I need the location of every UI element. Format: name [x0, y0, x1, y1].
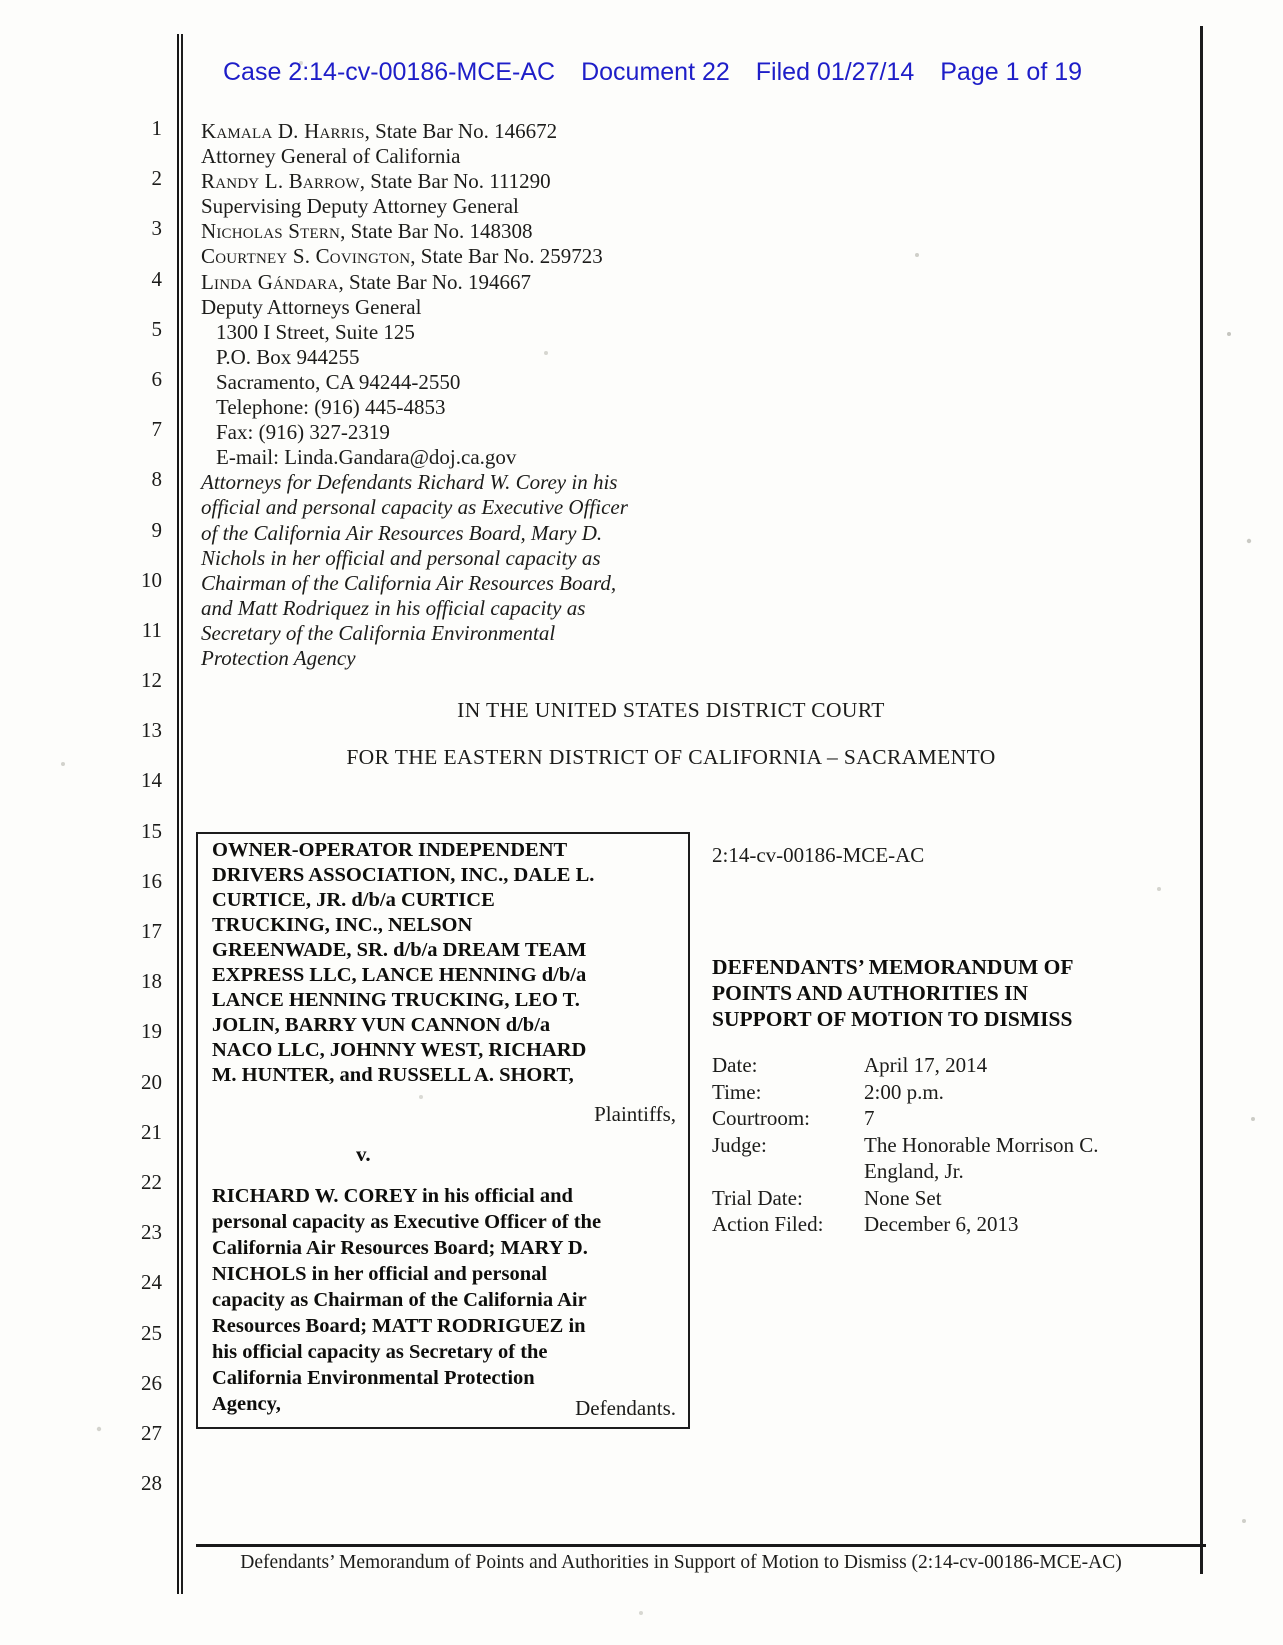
defendants-label: Defendants. — [575, 1396, 676, 1420]
attorney-bar-number: , State Bar No. 148308 — [340, 219, 533, 244]
line-number: 15 — [141, 818, 162, 843]
counsel-role-line: Nichols in her official and personal capacity as — [201, 545, 601, 570]
line-number: 3 — [151, 216, 162, 241]
line-number: 27 — [141, 1420, 162, 1445]
line-number: 18 — [141, 969, 162, 994]
detail-value: The Honorable Morrison C. — [864, 1132, 1099, 1157]
detail-row — [712, 1185, 1192, 1212]
plaintiff-line: GREENWADE, SR. d/b/a DREAM TEAM — [212, 939, 587, 961]
defendant-line: Resources Board; MATT RODRIGUEZ in — [212, 1315, 586, 1337]
left-margin-rule — [177, 34, 183, 1594]
counsel-role-line: Secretary of the California Environmental — [201, 620, 556, 645]
scan-noise — [0, 0, 2, 2]
court-title-line2: FOR THE EASTERN DISTRICT OF CALIFORNIA – SACRAMENTO — [346, 745, 996, 769]
ecf-case-number: Case 2:14-cv-00186-MCE-AC — [223, 58, 556, 86]
counsel-role-line: Attorneys for Defendants Richard W. Corey in his — [201, 470, 618, 495]
detail-label: Time: — [712, 1079, 762, 1104]
attorney-bar-number: , State Bar No. 194667 — [338, 269, 531, 294]
attorney-name: Randy L. Barrow — [201, 169, 360, 194]
line-number: 6 — [151, 366, 162, 391]
attorney-name: Linda Gándara — [201, 269, 339, 294]
attorney-title-line — [201, 194, 791, 219]
line-number: 24 — [141, 1270, 162, 1295]
detail-row — [712, 1132, 1192, 1159]
detail-value: 7 — [864, 1106, 875, 1130]
plaintiffs-block — [212, 838, 680, 1088]
counsel-role-line: and Matt Rodriquez in his official capacity as — [201, 595, 586, 620]
plaintiff-line: JOLIN, BARRY VUN CANNON d/b/a — [212, 1014, 551, 1036]
detail-label: Trial Date: — [712, 1185, 803, 1210]
line-number: 21 — [141, 1119, 162, 1144]
counsel-role-line: Protection Agency — [201, 645, 356, 670]
attorney-title: Deputy Attorneys General — [201, 294, 422, 319]
line-number: 23 — [141, 1220, 162, 1245]
document-title-line: POINTS AND AUTHORITIES IN — [712, 981, 1029, 1005]
attorney-bar-number: , State Bar No. 259723 — [410, 244, 603, 269]
attorney-name: Nicholas Stern — [201, 219, 341, 244]
document-title-line: DEFENDANTS’ MEMORANDUM OF — [712, 955, 1074, 979]
detail-value: England, Jr. — [864, 1159, 964, 1183]
line-number: 9 — [151, 517, 162, 542]
telephone: Telephone: (916) 445-4853 — [216, 395, 446, 420]
ecf-filed-date: Filed 01/27/14 — [755, 58, 915, 86]
plaintiff-line: NACO LLC, JOHNNY WEST, RICHARD — [212, 1039, 587, 1061]
detail-label: Date: — [712, 1053, 758, 1077]
line-number: 19 — [141, 1019, 162, 1044]
attorney-line — [201, 244, 791, 269]
attorney-title: Attorney General of California — [201, 144, 461, 169]
line-number: 17 — [141, 919, 162, 943]
ecf-stamp — [223, 58, 1082, 87]
email: E-mail: Linda.Gandara@doj.ca.gov — [216, 445, 517, 470]
defendant-line: NICHOLS in her official and personal — [212, 1263, 548, 1285]
counsel-role-line: of the California Air Resources Board, Mary D. — [201, 520, 603, 545]
defendant-line: RICHARD W. COREY in his official and — [212, 1185, 573, 1207]
line-number: 8 — [151, 467, 162, 492]
fax-line — [201, 420, 791, 445]
line-number: 25 — [141, 1320, 162, 1345]
detail-label: Judge: — [712, 1132, 767, 1157]
detail-row — [712, 1052, 1192, 1079]
versus-label: v. — [356, 1142, 371, 1166]
line-number: 26 — [141, 1370, 162, 1395]
case-number: 2:14-cv-00186-MCE-AC — [712, 843, 925, 867]
fax: Fax: (916) 327-2319 — [216, 420, 390, 445]
line-number: 22 — [141, 1169, 162, 1194]
plaintiff-line: OWNER-OPERATOR INDEPENDENT — [212, 839, 568, 861]
email-line — [201, 445, 791, 470]
document-title — [712, 954, 1074, 1032]
address-line — [201, 345, 791, 370]
attorney-line — [201, 270, 791, 295]
footer-rule — [196, 1544, 1206, 1547]
attorney-title-line — [201, 295, 791, 320]
attorney-name: Courtney S. Covington — [201, 244, 411, 269]
attorney-line — [201, 119, 791, 144]
detail-label: Action Filed: — [712, 1212, 824, 1236]
ecf-page-number: Page 1 of 19 — [940, 58, 1083, 86]
phone-line — [201, 395, 791, 420]
detail-row — [712, 1211, 1192, 1238]
detail-row — [712, 1079, 1192, 1106]
plaintiff-line: DRIVERS ASSOCIATION, INC., DALE L. — [212, 864, 595, 886]
defendant-line: California Environmental Protection — [212, 1367, 535, 1389]
line-number: 11 — [141, 617, 162, 642]
plaintiff-line: LANCE HENNING TRUCKING, LEO T. — [212, 989, 580, 1011]
attorney-bar-number: , State Bar No. 111290 — [359, 169, 551, 194]
city-state-zip: Sacramento, CA 94244-2550 — [216, 369, 461, 394]
defendant-line: capacity as Chairman of the California Air — [212, 1289, 587, 1311]
line-number: 12 — [141, 668, 162, 693]
defendant-line: Agency, — [212, 1393, 281, 1415]
attorney-title-line — [201, 144, 791, 169]
line-number: 20 — [141, 1069, 162, 1094]
ecf-document-number: Document 22 — [581, 58, 730, 86]
detail-value: December 6, 2013 — [864, 1212, 1019, 1236]
detail-value: April 17, 2014 — [864, 1053, 988, 1077]
line-number-column — [112, 116, 162, 1521]
counsel-role-line: official and personal capacity as Executive Officer — [201, 495, 628, 520]
document-title-line: SUPPORT OF MOTION TO DISMISS — [712, 1007, 1073, 1031]
defendant-line: California Air Resources Board; MARY D. — [212, 1237, 588, 1259]
detail-value: 2:00 p.m. — [864, 1079, 944, 1104]
detail-row — [712, 1105, 1192, 1132]
attorney-title: Supervising Deputy Attorney General — [201, 194, 519, 219]
line-number: 16 — [141, 868, 162, 893]
line-number: 1 — [151, 116, 162, 140]
detail-value: None Set — [864, 1185, 942, 1210]
plaintiff-line: M. HUNTER, and RUSSELL A. SHORT, — [212, 1064, 574, 1086]
court-title-line1: IN THE UNITED STATES DISTRICT COURT — [457, 698, 885, 722]
po-box: P.O. Box 944255 — [216, 344, 360, 369]
attorney-name: Kamala D. Harris — [201, 119, 365, 143]
detail-label: Courtroom: — [712, 1106, 810, 1130]
plaintiff-line: EXPRESS LLC, LANCE HENNING d/b/a — [212, 964, 587, 986]
line-number: 14 — [141, 768, 162, 793]
line-number: 4 — [151, 266, 162, 291]
line-number: 7 — [151, 417, 162, 442]
attorney-bar-number: , State Bar No. 146672 — [364, 119, 558, 143]
defendants-block — [212, 1183, 680, 1417]
address-line — [201, 320, 791, 345]
line-number: 28 — [141, 1471, 162, 1496]
defendant-line: his official capacity as Secretary of the — [212, 1341, 548, 1363]
plaintiff-line: TRUCKING, INC., NELSON — [212, 914, 473, 936]
street-address: 1300 I Street, Suite 125 — [216, 319, 415, 344]
line-number: 5 — [151, 316, 162, 341]
plaintiffs-label: Plaintiffs, — [594, 1102, 676, 1126]
detail-row — [712, 1158, 1192, 1185]
right-margin-rule — [1200, 26, 1203, 1574]
defendant-line: personal capacity as Executive Officer of the — [212, 1211, 602, 1233]
line-number: 10 — [141, 567, 162, 592]
counsel-block — [201, 119, 791, 671]
footer-title: Defendants’ Memorandum of Points and Authorities in Support of Motion to Dismiss (2:14-cv-00186-MCE-AC) — [240, 1552, 1122, 1573]
caption-box — [196, 832, 690, 1429]
hearing-details — [712, 1052, 1192, 1238]
plaintiff-line: CURTICE, JR. d/b/a CURTICE — [212, 889, 495, 911]
attorney-line — [201, 219, 791, 244]
attorney-line — [201, 169, 791, 194]
detail-label — [712, 1158, 864, 1185]
address-line — [201, 370, 791, 395]
line-number: 2 — [151, 166, 162, 191]
line-number: 13 — [141, 718, 162, 743]
counsel-role-line: Chairman of the California Air Resources Board, — [201, 570, 617, 595]
